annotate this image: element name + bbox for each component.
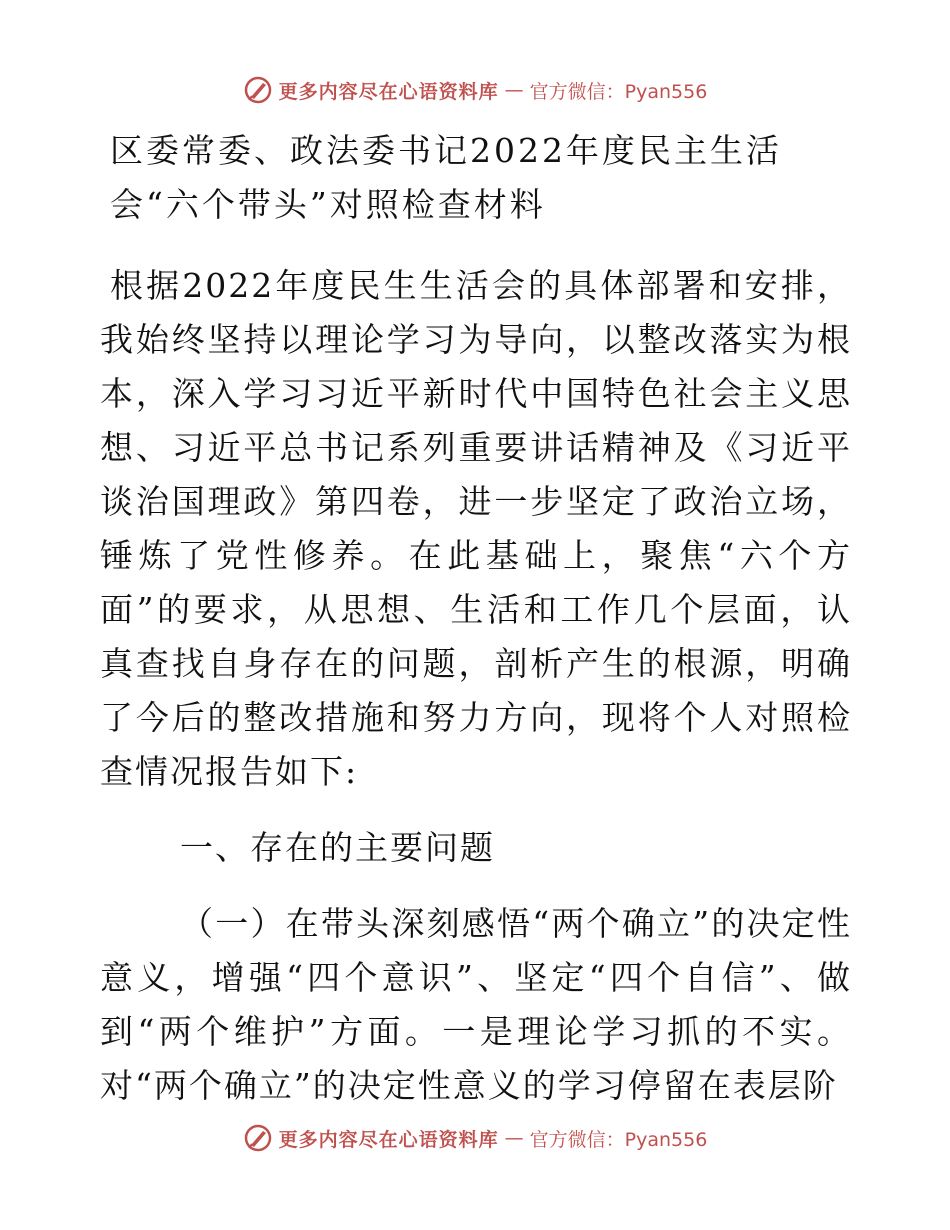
watermark-wechat-text: 官方微信：Pyan556 xyxy=(529,80,708,103)
document-title: 区委常委、政法委书记2022年度民主生活会“六个带头”对照检查材料 xyxy=(110,131,782,224)
watermark-banner-top xyxy=(0,70,950,110)
intro-paragraph: 根据2022年度民生生活会的具体部署和安排，我始终坚持以理论学习为导向，以整改落实为根本，深入学习习近平新时代中国特色社会主义思想、习近平总书记系列重要讲话精神及《习近平谈治国理政》第四卷，进一步坚定了政治立场，锤炼了党性修养。在此基础上，聚焦“六个方面”的要求，从思想、生活和工作几个层面，认真查找自身存在的问题，剖析产生的根源，明确了今后的整改措施和努力方向，现将个人对照检查情况报告如下: xyxy=(100,266,852,791)
quill-pen-circle-icon xyxy=(243,75,273,105)
watermark-site-text: 更多内容尽在心语资料库 xyxy=(278,1128,499,1151)
quill-pen-circle-icon xyxy=(243,1123,273,1153)
watermark-dash: — xyxy=(504,79,524,101)
watermark-dash: — xyxy=(504,1127,524,1149)
document-body xyxy=(100,120,852,1113)
watermark-wechat-text: 官方微信：Pyan556 xyxy=(529,1128,708,1151)
section-heading: 一、存在的主要问题 xyxy=(180,828,495,867)
sub-paragraph: （一）在带头深刻感悟“两个确立”的决定性意义，增强“四个意识”、坚定“四个自信”、做到“两个维护”方面。一是理论学习抓的不实。对“两个确立”的决定性意义的学习停留在表层阶 xyxy=(100,904,852,1105)
watermark-banner-bottom xyxy=(0,1118,950,1158)
watermark-site-text: 更多内容尽在心语资料库 xyxy=(278,80,499,103)
